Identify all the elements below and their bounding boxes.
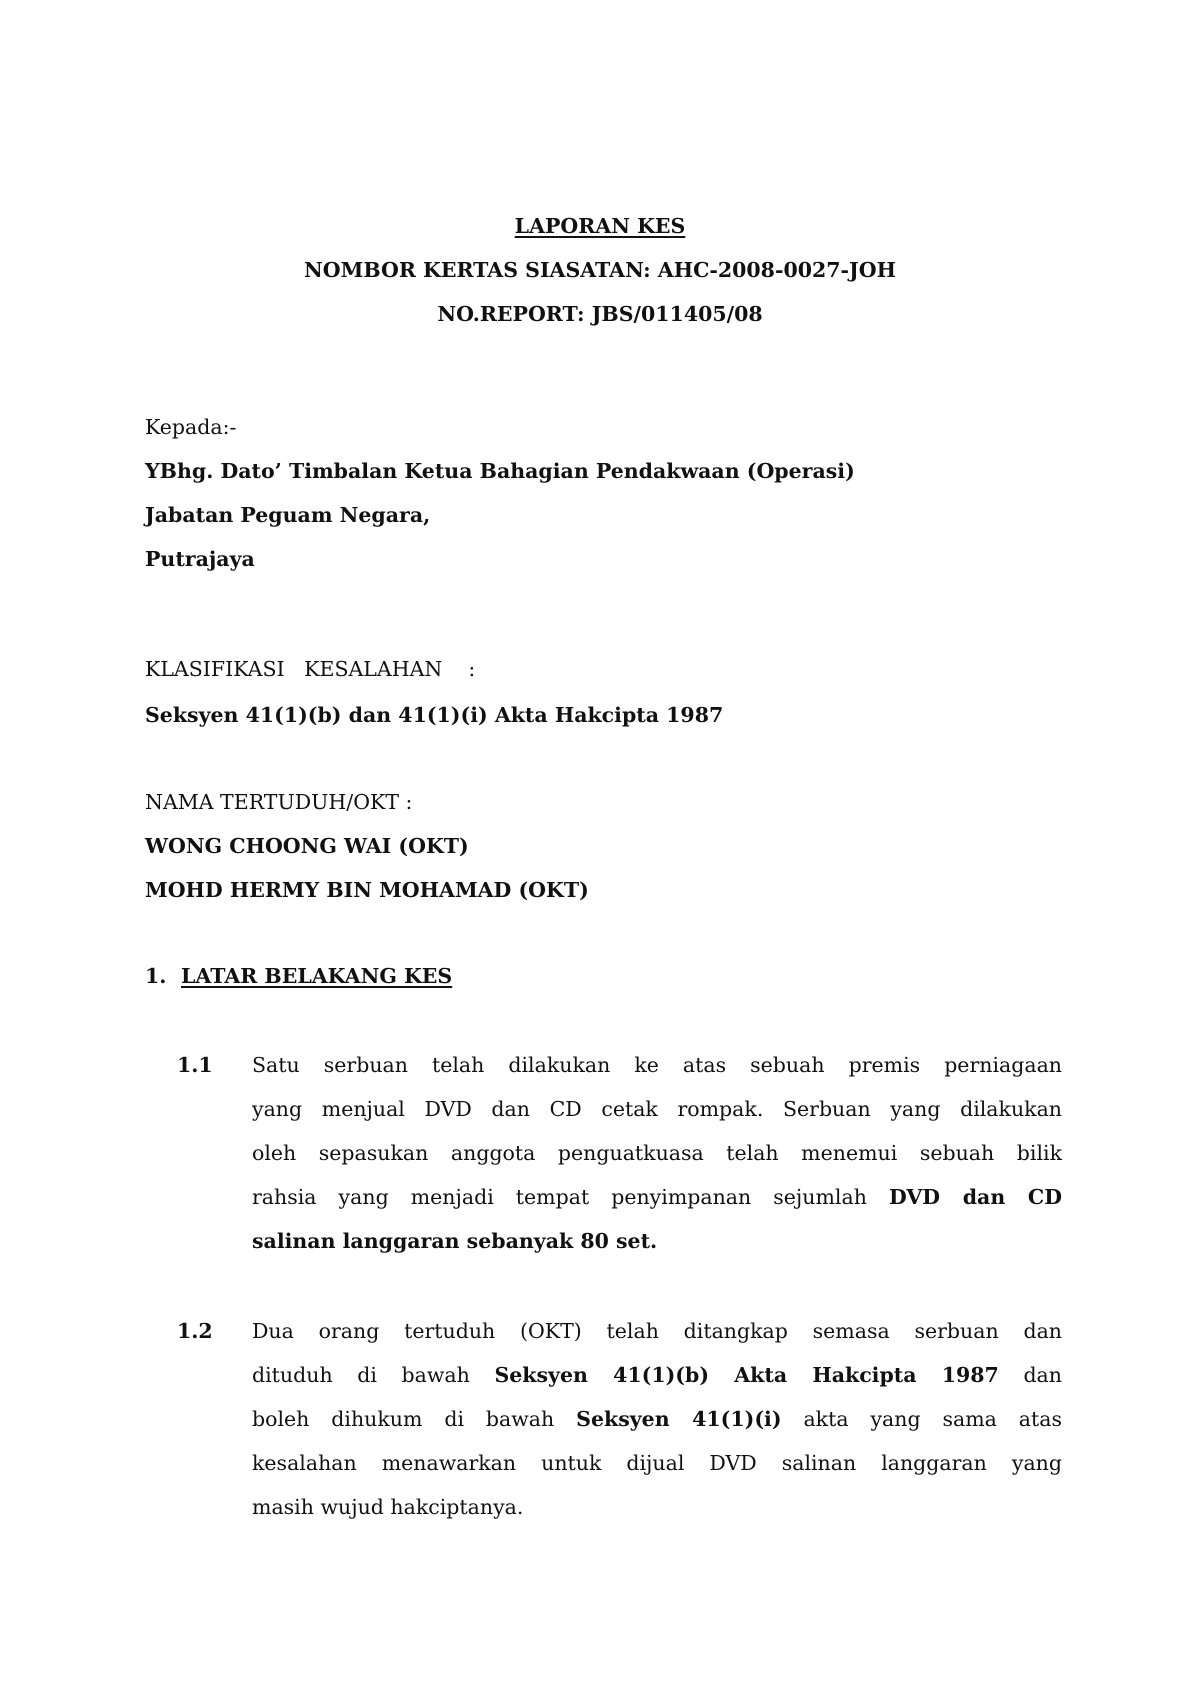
paragraph-1-1-line-2: yang menjual DVD dan CD cetak rompak. Serbuan yang dilakukan — [252, 1097, 1062, 1121]
recipient-label: Kepada:- — [145, 415, 237, 439]
paragraph-1-1-line-5: salinan langgaran sebanyak 80 set. — [252, 1229, 658, 1253]
recipient-line-2: Jabatan Peguam Negara, — [145, 503, 431, 527]
paragraph-1-2-line-3 — [252, 1406, 1062, 1432]
paragraph-number-1-1: 1.1 — [177, 1053, 213, 1077]
paragraph-1-1-line-4 — [252, 1184, 1062, 1210]
paragraph-1-2-line-2-text-c: dan — [1023, 1363, 1062, 1387]
paragraph-1-1-line-4-text: rahsia yang menjadi tempat penyimpanan sejumlah — [252, 1185, 867, 1209]
section-title: LATAR BELAKANG KES — [181, 964, 453, 988]
paragraph-1-2-line-2-bold: Seksyen 41(1)(b) Akta Hakcipta 1987 — [494, 1363, 999, 1387]
paragraph-1-2-line-2-text-a: dituduh di bawah — [252, 1363, 470, 1387]
paragraph-number-1-2: 1.2 — [177, 1319, 213, 1343]
classification-value: Seksyen 41(1)(b) dan 41(1)(i) Akta Hakcipta 1987 — [145, 703, 724, 727]
accused-label: NAMA TERTUDUH/OKT : — [145, 790, 413, 814]
paragraph-1-1-line-4-bold: DVD dan CD — [888, 1185, 1062, 1209]
classification-label: KLASIFIKASI KESALAHAN : — [145, 657, 476, 681]
file-number: NOMBOR KERTAS SIASATAN: AHC-2008-0027-JOH — [304, 258, 896, 282]
paragraph-1-1-line-1: Satu serbuan telah dilakukan ke atas sebuah premis perniagaan — [252, 1053, 1062, 1077]
paragraph-1-2-line-1: Dua orang tertuduh (OKT) telah ditangkap semasa serbuan dan — [252, 1319, 1062, 1343]
recipient-line-3: Putrajaya — [145, 547, 255, 571]
paragraph-1-2-line-5: masih wujud hakciptanya. — [252, 1495, 524, 1519]
recipient-line-1: YBhg. Dato’ Timbalan Ketua Bahagian Pendakwaan (Operasi) — [145, 459, 855, 483]
paragraph-1-1-line-3: oleh sepasukan anggota penguatkuasa telah menemui sebuah bilik — [252, 1141, 1062, 1165]
paragraph-1-2-line-4: kesalahan menawarkan untuk dijual DVD salinan langgaran yang — [252, 1451, 1062, 1475]
paragraph-1-2-line-3-bold: Seksyen 41(1)(i) — [576, 1407, 782, 1431]
accused-name-2: MOHD HERMY BIN MOHAMAD (OKT) — [145, 878, 589, 902]
report-number: NO.REPORT: JBS/011405/08 — [437, 302, 763, 326]
report-title: LAPORAN KES — [514, 214, 686, 238]
paragraph-1-2-line-3-text-a: boleh dihukum di bawah — [252, 1407, 555, 1431]
accused-name-1: WONG CHOONG WAI (OKT) — [145, 834, 469, 858]
paragraph-1-2-line-3-text-c: akta yang sama atas — [803, 1407, 1062, 1431]
paragraph-1-2-line-2 — [252, 1362, 1062, 1388]
section-number: 1. — [145, 964, 167, 988]
